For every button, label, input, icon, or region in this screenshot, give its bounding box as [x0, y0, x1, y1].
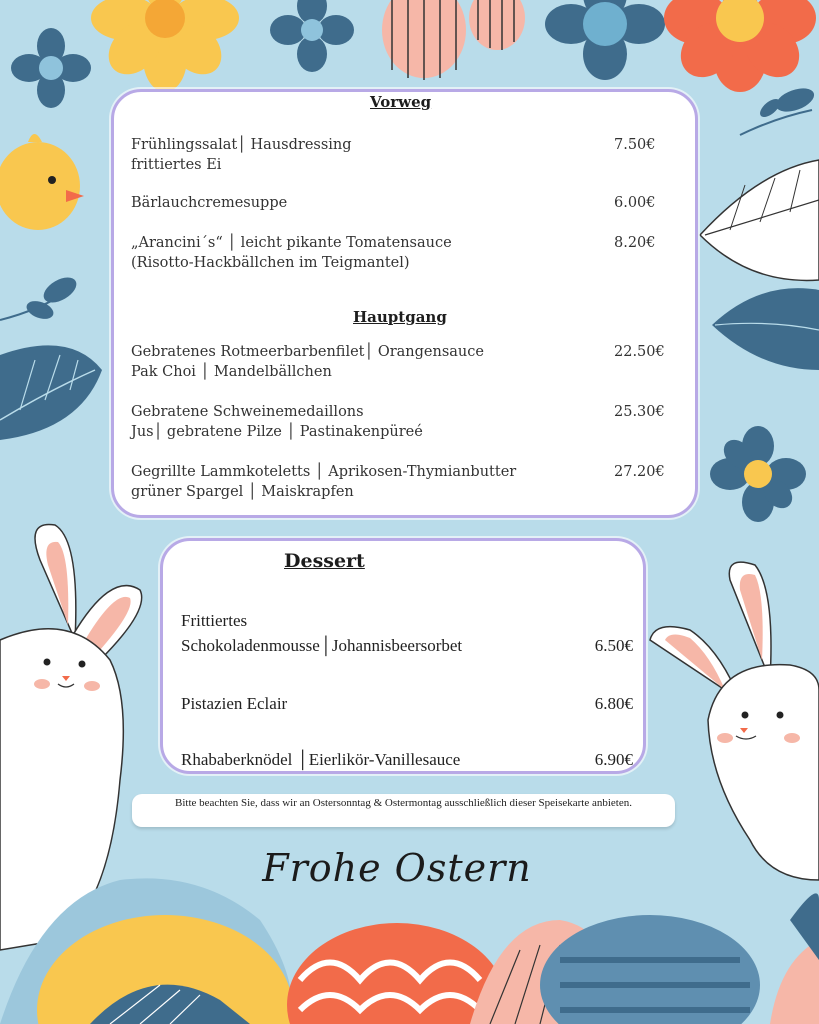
menu-item-price: 25.30€: [614, 404, 665, 420]
bunny-icon: [650, 562, 819, 880]
menu-item: [181, 747, 633, 772]
leaf-icon: [712, 288, 819, 370]
menu-item: [181, 608, 633, 658]
leaf-icon: [700, 160, 819, 280]
menu-item-description: Pak Choi │ Mandelbällchen: [131, 364, 332, 380]
menu-item-price: 22.50€: [614, 344, 665, 360]
dessert-menu-card: [160, 538, 646, 774]
easter-egg-icon: [382, 0, 525, 80]
menu-item-name: „Arancini´s“ │ leicht pikante Tomatensauce: [131, 235, 452, 251]
menu-item-name: Frittiertes: [181, 611, 248, 630]
greeting-title: Frohe Ostern: [262, 846, 532, 890]
section-title-hauptgang: Hauptgang: [353, 308, 447, 326]
menu-item: [131, 342, 671, 382]
section-title-vorweg: Vorweg: [370, 93, 432, 111]
leaf-icon: [0, 272, 81, 322]
menu-item-price: 8.20€: [614, 235, 656, 251]
menu-item: [131, 193, 671, 213]
menu-item-name: Gebratene Schweinemedaillons: [131, 404, 364, 420]
leaf-icon: [740, 84, 817, 135]
flower-icon: [710, 426, 806, 522]
menu-item-description: Jus│ gebratene Pilze │ Pastinakenpüreé: [131, 424, 423, 440]
menu-item-price: 27.20€: [614, 464, 665, 480]
menu-item-description: Schokoladenmousse│Johannisbeersorbet: [181, 636, 463, 655]
menu-item-description: grüner Spargel │ Maiskrapfen: [131, 484, 354, 500]
menu-item-description: frittiertes Ei: [131, 157, 222, 173]
menu-item-price: 6.80€: [594, 694, 633, 713]
menu-item-name: Pistazien Eclair: [181, 694, 288, 713]
flower-icon: [11, 28, 91, 108]
main-menu-card: [111, 89, 698, 518]
menu-item: [131, 462, 671, 502]
menu-item: [181, 691, 633, 716]
flower-icon: [545, 0, 665, 80]
easter-egg-icon: [0, 878, 819, 1024]
menu-item-name: Gebratenes Rotmeerbarbenfilet│ Orangensauce: [131, 344, 484, 360]
flower-icon: [91, 0, 239, 92]
menu-item: [131, 135, 671, 175]
menu-item-price: 7.50€: [614, 137, 656, 153]
section-title-dessert: Dessert: [284, 550, 365, 572]
menu-item-description: (Risotto-Hackbällchen im Teigmantel): [131, 255, 410, 271]
flower-icon: [664, 0, 816, 92]
menu-item-name: Gegrillte Lammkoteletts │ Aprikosen-Thymianbutter: [131, 464, 517, 480]
menu-item-name: Frühlingssalat│ Hausdressing: [131, 137, 352, 153]
menu-item-name: Rhababerknödel │Eierlikör-Vanillesauce: [181, 750, 461, 769]
leaf-icon: [0, 345, 102, 440]
chick-icon: [0, 134, 84, 230]
flower-icon: [270, 0, 354, 72]
menu-item-name: Bärlauchcremesuppe: [131, 195, 288, 211]
notice-banner: Bitte beachten Sie, dass wir an Ostersonntag & Ostermontag ausschließlich dieser Speisekarte anbieten.: [132, 794, 675, 827]
menu-item: [131, 233, 671, 273]
menu-item: [131, 402, 671, 442]
menu-item-price: 6.00€: [614, 195, 656, 211]
menu-item-price: 6.90€: [594, 750, 633, 769]
menu-item-price: 6.50€: [594, 636, 633, 655]
